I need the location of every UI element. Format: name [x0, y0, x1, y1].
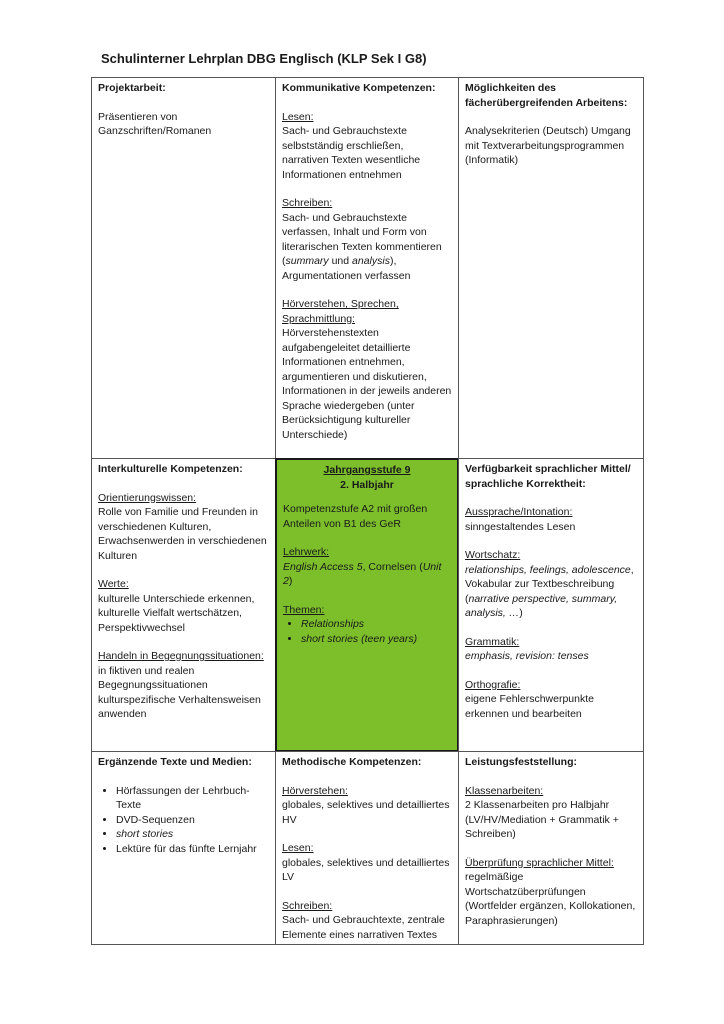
list-item: • Hörfassungen der Lehrbuch-Texte — [116, 784, 269, 813]
methodisch-lesen-label: Lesen: — [282, 842, 314, 854]
projektarbeit-text: Präsentieren von Ganzschriften/Romanen — [98, 110, 212, 137]
cell-methodische-kompetenzen — [275, 751, 459, 945]
projektarbeit-header: Projektarbeit: — [98, 82, 166, 94]
schreiben-label: Schreiben: — [282, 197, 333, 209]
cell-ergaenzende-texte — [91, 751, 276, 945]
cell-interkulturelle-kompetenzen — [91, 458, 276, 752]
klassenarbeiten-text: 2 Klassenarbeiten pro Halbjahr (LV/HV/Mediation + Grammatik + Schreiben) — [465, 799, 619, 840]
orientierung-text: Rolle von Familie und Freunden in verschiedenen Kulturen, Erwachsenwerden in verschiedenen Kulturen — [98, 506, 267, 562]
list-item: • short stories — [116, 827, 269, 842]
leistung-header: Leistungsfeststellung: — [465, 756, 578, 768]
wortschatz-label: Wortschatz: — [465, 549, 521, 561]
ergaenzend-list — [98, 784, 269, 857]
aussprache-label: Aussprache/Intonation: — [465, 506, 573, 518]
ueberpruefung-label: Überprüfung sprachlicher Mittel: — [465, 856, 614, 869]
list-item: • Relationships — [301, 617, 451, 632]
curriculum-table — [91, 77, 644, 945]
cell-leistungsfeststellung — [458, 751, 644, 945]
lehrwerk-text: English Access 5, Cornelsen (Unit 2) — [283, 560, 442, 587]
list-item: • short stories (teen years) — [301, 632, 451, 647]
cell-verfuegbarkeit — [458, 458, 644, 752]
hoerverstehen-label: Hörverstehen, Sprechen, Sprachmittlung: — [282, 298, 399, 325]
themen-list — [283, 617, 451, 646]
cell-faecheruebergreifend — [458, 77, 644, 459]
themen-label: Themen: — [283, 603, 325, 616]
orthografie-text: eigene Fehlerschwerpunkte erkennen und bearbeiten — [465, 693, 594, 720]
ergaenzend-header: Ergänzende Texte und Medien: — [98, 756, 252, 768]
orthografie-label: Orthografie: — [465, 678, 521, 691]
methodisch-hoer-text: globales, selektives und detailliertes HV — [282, 799, 450, 826]
cell-jahrgangsstufe — [275, 458, 459, 752]
methodisch-schreiben-text: Sach- und Gebrauchtexte, zentrale Elemente eines narrativen Textes — [282, 914, 445, 941]
cell-projektarbeit — [91, 77, 276, 459]
verfuegbarkeit-header: Verfügbarkeit sprachlicher Mittel/ sprachliche Korrektheit: — [465, 463, 631, 490]
methodisch-header: Methodische Kompetenzen: — [282, 756, 422, 768]
hoerverstehen-text: Hörverstehenstexten aufgabengeleitet detaillierte Informationen entnehmen, argumentieren und diskutieren, Informationen in der jeweils anderen Sprache wiedergeben (unter Berücksichtigung kultureller Unterschiede) — [282, 327, 452, 441]
faecher-text: Analysekriterien (Deutsch) Umgang mit Textverarbeitungsprogrammen (Informatik) — [465, 125, 631, 166]
cell-kommunikative-kompetenzen — [275, 77, 459, 459]
kommunikativ-header: Kommunikative Kompetenzen: — [282, 82, 436, 94]
faecher-header: Möglichkeiten des fächerübergreifenden Arbeitens: — [465, 82, 628, 109]
lesen-label: Lesen: — [282, 110, 314, 123]
list-item: • Lektüre für das fünfte Lernjahr — [116, 842, 269, 857]
orientierung-label: Orientierungswissen: — [98, 491, 197, 504]
page-title: Schulinterner Lehrplan DBG Englisch (KLP Sek I G8) — [101, 51, 427, 66]
interkulturell-header: Interkulturelle Kompetenzen: — [98, 463, 243, 475]
list-item: • DVD-Sequenzen — [116, 813, 269, 828]
kompetenzstufe-text: Kompetenzstufe A2 mit großen Anteilen von B1 des GeR — [283, 503, 428, 530]
handeln-label: Handeln in Begegnungssituationen: — [98, 650, 264, 662]
werte-text: kulturelle Unterschiede erkennen, kulturelle Vielfalt wertschätzen, Perspektivwechsel — [98, 592, 255, 634]
werte-label: Werte: — [98, 578, 129, 590]
klassenarbeiten-label: Klassenarbeiten: — [465, 784, 544, 797]
jahrgangsstufe-title: Jahrgangsstufe 9 2. Halbjahr — [323, 464, 411, 491]
methodisch-lesen-text: globales, selektives und detailliertes LV — [282, 856, 450, 883]
grammatik-text: emphasis, revision: tenses — [465, 650, 589, 662]
lehrwerk-label: Lehrwerk: — [283, 546, 330, 558]
schreiben-text: Sach- und Gebrauchstexte verfassen, Inhalt und Form von literarischen Texten kommentieren (summary und analysis), Argumentationen verfassen — [282, 211, 442, 282]
aussprache-text: sinngestaltendes Lesen — [465, 520, 576, 533]
methodisch-schreiben-label: Schreiben: — [282, 899, 333, 912]
handeln-text: in fiktiven und realen Begegnungssituationen kulturspezifische Verhaltensweisen anwenden — [98, 664, 261, 720]
wortschatz-text: relationships, feelings, adolescence, Vokabular zur Textbeschreibung (narrative perspective, summary, analysis, …) — [465, 563, 634, 619]
ueberpruefung-text: regelmäßige Wortschatzüberprüfungen (Wortfelder ergänzen, Kollokationen, Paraphrasierungen) — [465, 871, 636, 927]
methodisch-hoer-label: Hörverstehen: — [282, 784, 348, 797]
grammatik-label: Grammatik: — [465, 635, 520, 648]
lesen-text: Sach- und Gebrauchstexte selbstständig erschließen, narrativen Texten wesentliche Informationen entnehmen — [282, 125, 421, 181]
